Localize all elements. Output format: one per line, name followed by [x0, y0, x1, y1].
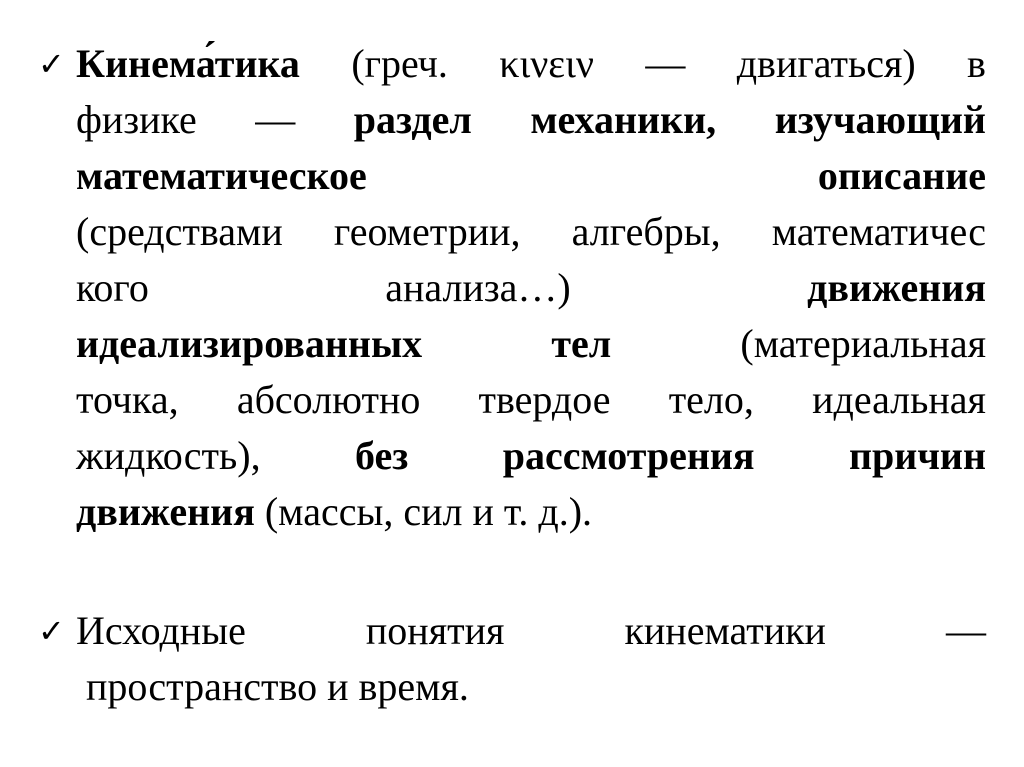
word: физике — [76, 97, 197, 142]
text-line-8 — [76, 428, 986, 484]
text-line-3 — [76, 148, 986, 204]
word: анализа…) — [385, 265, 571, 310]
word: геометрии, — [333, 209, 521, 254]
bold-word: описание — [817, 153, 986, 198]
text-line-1 — [76, 36, 986, 92]
word: жидкость), — [76, 433, 261, 478]
definition-text — [76, 36, 986, 540]
concepts-text — [76, 603, 986, 715]
bold-word: рассмотрения — [502, 433, 755, 478]
bold-word: механики, — [530, 97, 717, 142]
word: твердое — [478, 377, 611, 422]
check-icon: ✓ — [38, 612, 65, 650]
text-line-1 — [76, 603, 986, 659]
dash: — — [946, 608, 986, 653]
word: (средствами — [76, 209, 283, 254]
greek-word: κινειν — [499, 41, 594, 86]
dash: — — [645, 41, 686, 86]
word: понятия — [365, 608, 505, 653]
bold-word: раздел — [353, 97, 472, 142]
bold-word: без — [355, 433, 409, 478]
bold-word: движения — [76, 489, 255, 534]
term-kinematics: Кинема́тика — [76, 41, 300, 86]
bold-word: идеализированных — [76, 321, 423, 366]
bold-word: тел — [551, 321, 612, 366]
word: в — [967, 41, 986, 86]
text-line-2 — [76, 92, 986, 148]
word: тело, — [668, 377, 754, 422]
word: (массы, сил и т. д.). — [254, 489, 593, 534]
word: двигаться) — [736, 41, 916, 86]
word: (греч. — [351, 41, 448, 86]
bold-word: математическое — [76, 153, 367, 198]
word: кого — [76, 265, 149, 310]
word: алгебры, — [571, 209, 721, 254]
check-icon: ✓ — [38, 45, 65, 83]
bold-word: движения — [807, 265, 986, 310]
text-line-4 — [76, 204, 986, 260]
bold-word: изучающий — [774, 97, 986, 142]
text-line-6 — [76, 316, 986, 372]
word: абсолютно — [236, 377, 421, 422]
text-line-7 — [76, 372, 986, 428]
bold-word: причин — [849, 433, 986, 478]
text-line-9 — [76, 484, 986, 540]
word: идеальная — [812, 377, 986, 422]
text-line-5 — [76, 260, 986, 316]
word: Исходные — [76, 608, 246, 653]
text-line-2: пространство и время. — [86, 664, 469, 709]
word: математичес — [771, 209, 986, 254]
dash: — — [255, 97, 296, 142]
word: (материальная — [740, 321, 986, 366]
word: точка, — [76, 377, 179, 422]
word: кинематики — [624, 608, 826, 653]
